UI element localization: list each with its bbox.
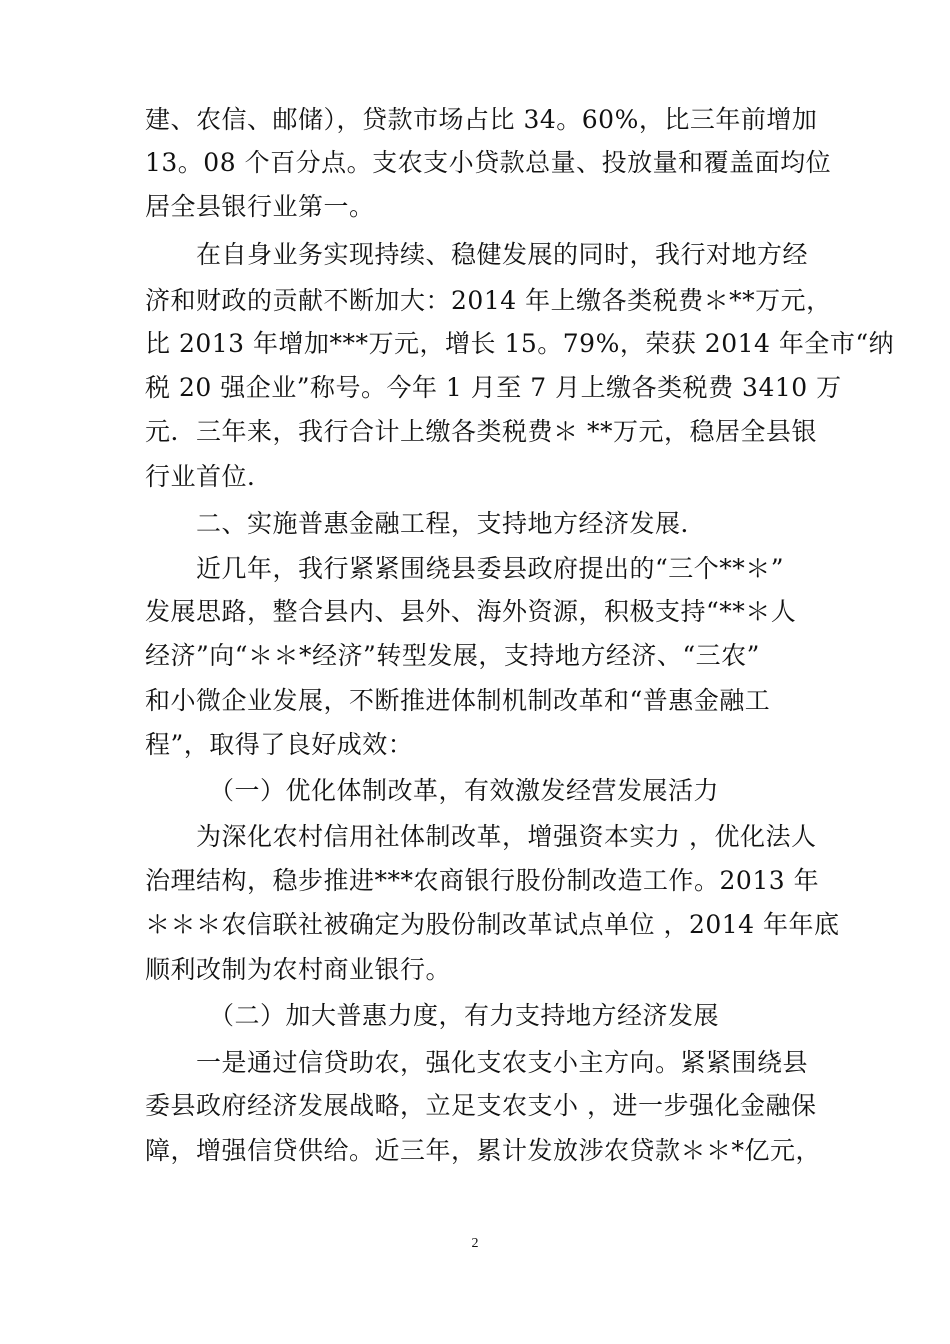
section-heading: 二、实施普惠金融工程，支持地方经济发展． <box>145 509 707 538</box>
text-line: 委县政府经济发展战略，立足支农支小 ，进一步强化金融保 <box>145 1091 817 1120</box>
text-line: 济和财政的贡献不断加大：2014 年上缴各类税费＊**万元， <box>145 286 832 315</box>
text-line: 障，增强信贷供给。近三年，累计发放涉农贷款＊＊*亿元， <box>145 1136 822 1165</box>
subsection-heading: （二）加大普惠力度，有力支持地方经济发展 <box>145 1001 720 1030</box>
text-line: 发展思路，整合县内、县外、海外资源，积极支持“**＊人 <box>145 597 797 626</box>
text-line: 近几年，我行紧紧围绕县委县政府提出的“三个**＊” <box>145 554 785 583</box>
text-line: 行业首位． <box>145 462 273 491</box>
text-line: 在自身业务实现持续、稳健发展的同时，我行对地方经 <box>145 240 809 269</box>
page-number: 2 <box>471 1236 479 1251</box>
text-line: 治理结构，稳步推进***农商银行股份制改造工作。2013 年 <box>145 866 820 895</box>
text-line: 为深化农村信用社体制改革，增强资本实力 ，优化法人 <box>145 822 817 851</box>
text-line: 一是通过信贷助农，强化支农支小主方向。紧紧围绕县 <box>145 1048 809 1077</box>
subsection-heading: （一）优化体制改革，有效激发经营发展活力 <box>145 776 720 805</box>
text-line: 顺利改制为农村商业银行。 <box>145 955 452 984</box>
text-line: 经济”向“＊＊*经济”转型发展，支持地方经济、“三农” <box>145 641 760 670</box>
text-line: 税 20 强企业”称号。今年 1 月至 7 月上缴各类税费 3410 万 <box>145 373 842 402</box>
text-line: 程”，取得了良好成效： <box>145 730 414 759</box>
text-line: ＊＊＊农信联社被确定为股份制改革试点单位 ，2014 年年底 <box>145 910 840 939</box>
text-line: 居全县银行业第一。 <box>145 192 375 221</box>
text-line: 元．三年来，我行合计上缴各类税费＊ **万元，稳居全县银 <box>145 417 817 446</box>
text-line: 13。08 个百分点。支农支小贷款总量、投放量和覆盖面均位 <box>145 148 832 177</box>
text-line: 比 2013 年增加***万元，增长 15。79%，荣获 2014 年全市“纳 <box>145 329 895 358</box>
text-line: 和小微企业发展，不断推进体制机制改革和“普惠金融工 <box>145 686 771 715</box>
text-line: 建、农信、邮储），贷款市场占比 34。60%，比三年前增加 <box>145 105 818 134</box>
